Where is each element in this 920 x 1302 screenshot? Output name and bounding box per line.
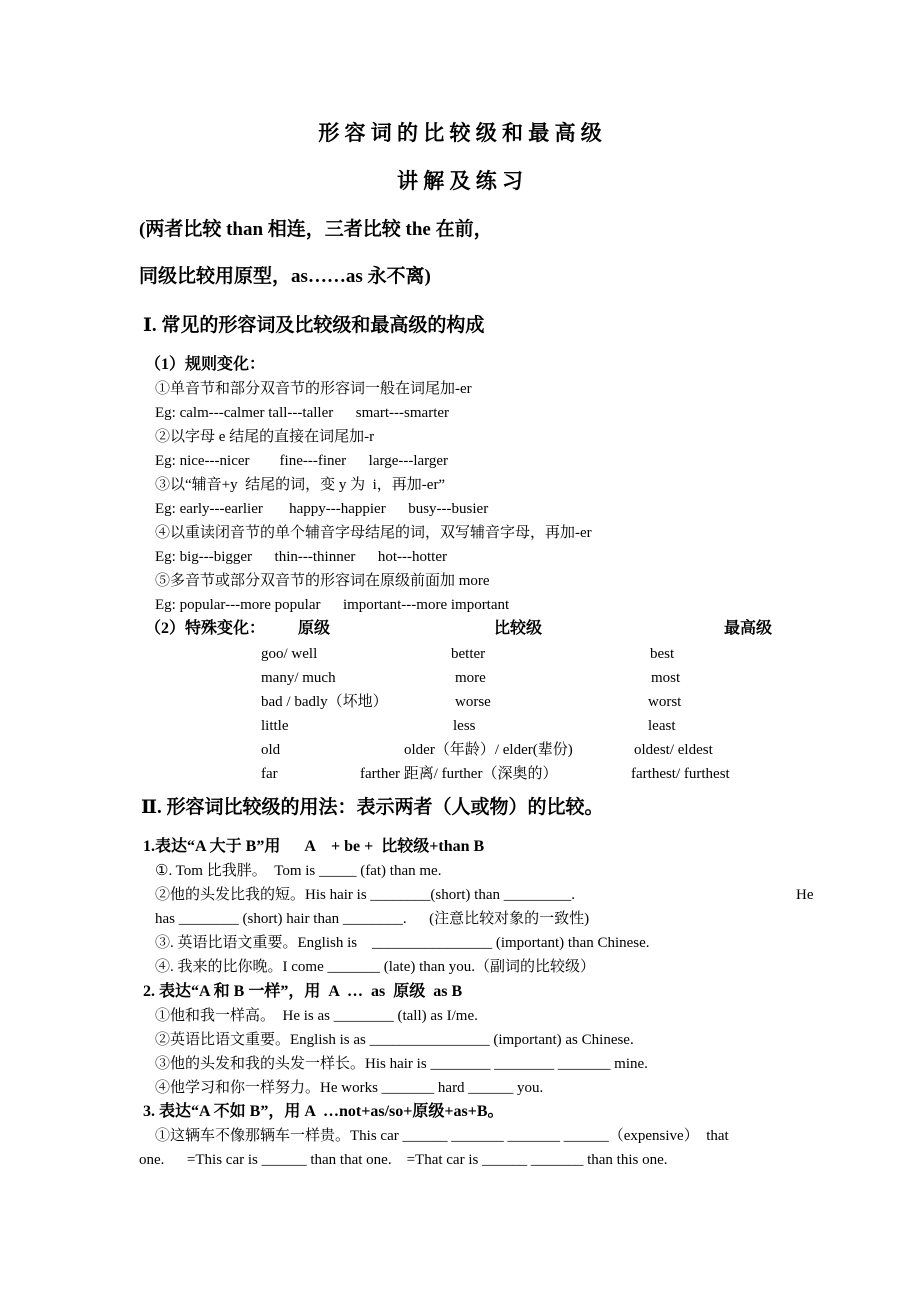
exercise-line: ①这辆车不像那辆车一样贵。This car ______ _______ _______ ______（expensive） that — [155, 1128, 729, 1144]
rule-line-2: 同级比较用原型，as……as 永不离) — [139, 266, 431, 287]
rule-line: ②以字母 e 结尾的直接在词尾加-r — [155, 429, 375, 445]
exercise-line-tail: He — [796, 887, 814, 903]
table-cell-comparative: more — [455, 670, 486, 686]
table-cell-superlative: farthest/ furthest — [631, 766, 730, 782]
document-title: 形 容 词 的 比 较 级 和 最 高 级 — [318, 121, 602, 145]
table-cell-positive: goo/ well — [261, 646, 318, 662]
rule-line: ④以重读闭音节的单个辅音字母结尾的词，双写辅音字母，再加-er — [155, 525, 592, 541]
exercise-line: ②他的头发比我的短。His hair is ________(short) than _________. — [155, 887, 575, 903]
document-subtitle: 讲 解 及 练 习 — [397, 169, 523, 193]
example-line: Eg: early---earlier happy---happier busy---busier — [155, 501, 489, 517]
example-line: Eg: calm---calmer tall---taller smart---smarter — [155, 405, 450, 421]
section-2-heading: Ⅱ. 形容词比较级的用法：表示两者（人或物）的比较。 — [141, 797, 604, 818]
table-cell-superlative: best — [650, 646, 675, 662]
part-1-heading: 1.表达“A 大于 B”用 A + be + 比较级+than B — [143, 838, 485, 855]
section-1-heading: Ⅰ. 常见的形容词及比较级和最高级的构成 — [143, 315, 485, 336]
table-cell-positive: little — [261, 718, 289, 734]
table-cell-positive: bad / badly（坏地） — [261, 694, 388, 710]
table-header-positive: 原级 — [298, 620, 331, 637]
exercise-line: one. =This car is ______ than that one. =That car is ______ _______ than this one. — [139, 1152, 668, 1168]
example-line: Eg: nice---nicer fine---finer large---larger — [155, 453, 449, 469]
table-cell-positive: many/ much — [261, 670, 336, 686]
table-cell-superlative: most — [651, 670, 681, 686]
rule-line: ①单音节和部分双音节的形容词一般在词尾加-er — [155, 381, 472, 397]
table-cell-comparative: farther 距离/ further（深奥的） — [360, 766, 558, 782]
exercise-line: ①. Tom 比我胖。 Tom is _____ (fat) than me. — [155, 863, 442, 879]
example-line: Eg: popular---more popular important---more important — [155, 597, 510, 613]
rule-line: ③以“辅音+y 结尾的词，变 y 为 i，再加-er” — [155, 477, 446, 493]
table-cell-superlative: least — [648, 718, 676, 734]
table-cell-comparative: better — [451, 646, 486, 662]
special-change-heading: （2）特殊变化： — [145, 620, 266, 637]
part-2-heading: 2. 表达“A 和 B 一样”，用 A … as 原级 as B — [143, 983, 463, 1000]
exercise-line: ④. 我来的比你晚。I come _______ (late) than you.（副词的比较级） — [155, 959, 595, 975]
table-cell-comparative: less — [453, 718, 476, 734]
part-3-heading: 3. 表达“A 不如 B”，用 A …not+as/so+原级+as+B。 — [143, 1103, 504, 1120]
table-cell-comparative: older（年龄）/ elder(辈份) — [404, 742, 573, 758]
rule-line: ⑤多音节或部分双音节的形容词在原级前面加 more — [155, 573, 490, 589]
exercise-line: ①他和我一样高。 He is as ________ (tall) as I/me. — [155, 1008, 478, 1024]
table-cell-comparative: worse — [455, 694, 491, 710]
exercise-line: ③. 英语比语文重要。English is ________________ (important) than Chinese. — [155, 935, 650, 951]
rule-line-1: (两者比较 than 相连，三者比较 the 在前， — [139, 219, 493, 240]
table-cell-superlative: oldest/ eldest — [634, 742, 713, 758]
exercise-line: has ________ (short) hair than ________. (注意比较对象的一致性) — [155, 911, 590, 927]
table-cell-positive: far — [261, 766, 278, 782]
table-header-comparative: 比较级 — [494, 620, 543, 637]
example-line: Eg: big---bigger thin---thinner hot---hotter — [155, 549, 448, 565]
exercise-line: ③他的头发和我的头发一样长。His hair is ________ ________ _______ mine. — [155, 1056, 648, 1072]
regular-change-heading: （1）规则变化： — [145, 356, 266, 373]
exercise-line: ④他学习和你一样努力。He works _______ hard ______ you. — [155, 1080, 544, 1096]
exercise-line: ②英语比语文重要。English is as ________________ (important) as Chinese. — [155, 1032, 634, 1048]
table-header-superlative: 最高级 — [724, 620, 773, 637]
table-cell-positive: old — [261, 742, 281, 758]
table-cell-superlative: worst — [648, 694, 682, 710]
